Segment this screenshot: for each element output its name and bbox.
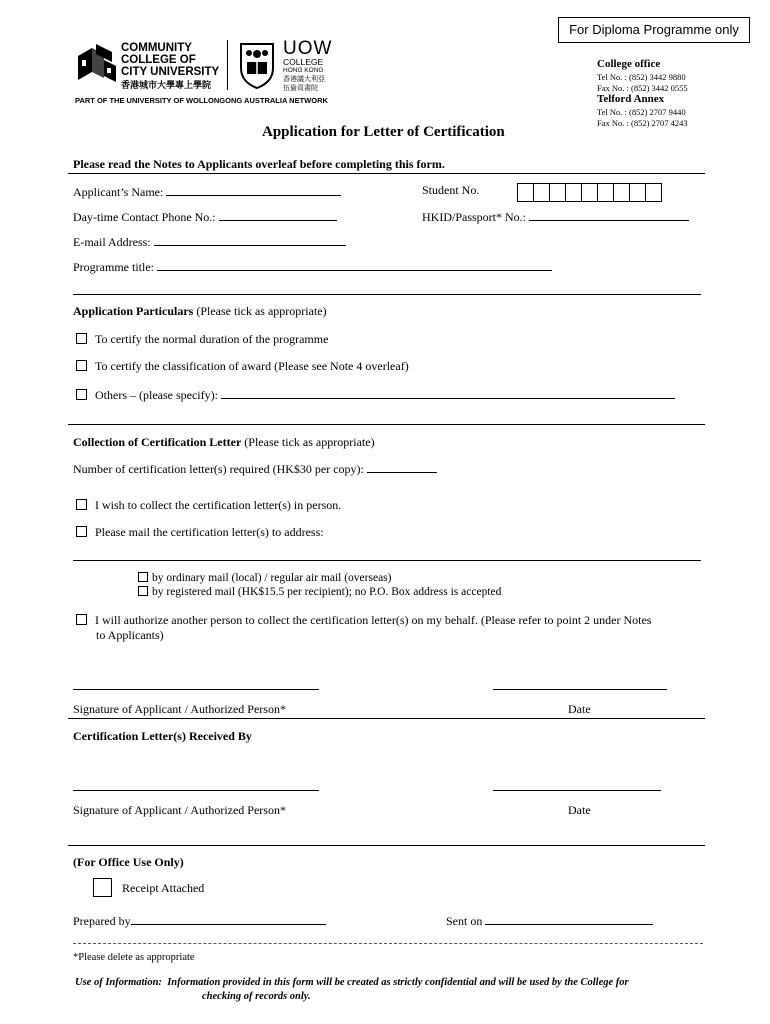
dashed-divider <box>73 943 703 944</box>
option-registered-mail[interactable]: by registered mail (HK$15.5 per recipient); no P.O. Box address is accepted <box>138 586 501 598</box>
applicant-name-field[interactable]: Applicant’s Name: <box>73 183 341 200</box>
hkid-field[interactable]: HKID/Passport* No.: <box>422 208 689 225</box>
date-line[interactable] <box>493 790 661 791</box>
programme-title-field[interactable]: Programme title: <box>73 258 552 275</box>
option-others[interactable]: Others – (please specify): <box>76 386 675 403</box>
collection-heading: Collection of Certification Letter (Please tick as appropriate) <box>73 435 375 449</box>
cccu-logo: COMMUNITY COLLEGE OF CITY UNIVERSITY 香港城市大學專上學院 <box>121 42 220 90</box>
option-authorize[interactable]: I will authorize another person to collect the certification letter(s) on my behalf. (Please refer to point 2 under Notes <box>76 613 651 628</box>
checkbox[interactable] <box>76 499 87 510</box>
date-line[interactable] <box>493 689 667 690</box>
mail-address-line[interactable] <box>73 560 701 561</box>
checkbox[interactable] <box>76 333 87 344</box>
option-collect-in-person[interactable]: I wish to collect the certification letter(s) in person. <box>76 498 341 513</box>
checkbox[interactable] <box>76 389 87 400</box>
receipt-checkbox[interactable] <box>93 878 112 897</box>
blank-programme-line[interactable] <box>73 294 701 295</box>
number-required-field[interactable]: Number of certification letter(s) required (HK$30 per copy): <box>73 460 437 477</box>
uow-logo: UOW COLLEGE HONG KONG 香港議大利亞 伍倫貢書院 <box>283 38 333 92</box>
logo-divider <box>227 40 228 90</box>
particulars-heading: Application Particulars (Please tick as appropriate) <box>73 304 327 318</box>
option-ordinary-mail[interactable]: by ordinary mail (local) / regular air mail (overseas) <box>138 572 391 584</box>
sent-on-field[interactable]: Sent on <box>446 912 653 929</box>
checkbox[interactable] <box>76 614 87 625</box>
date-label: Date <box>568 702 591 716</box>
student-no-label: Student No. <box>422 183 480 197</box>
use-of-information: Use of Information: Information provided in this form will be created as strictly confidential and will be used by the College for <box>75 977 629 988</box>
divider <box>68 718 705 719</box>
checkbox[interactable] <box>138 572 148 582</box>
checkbox[interactable] <box>138 586 148 596</box>
form-title: Application for Letter of Certification <box>262 124 505 140</box>
authorize-continuation: to Applicants) <box>96 628 164 642</box>
signature-line[interactable] <box>73 790 319 791</box>
signature-label: Signature of Applicant / Authorized Person* <box>73 803 286 817</box>
divider <box>68 173 705 174</box>
phone-field[interactable]: Day-time Contact Phone No.: <box>73 208 337 225</box>
divider <box>68 845 705 846</box>
received-by-heading: Certification Letter(s) Received By <box>73 729 252 743</box>
option-mail[interactable]: Please mail the certification letter(s) to address: <box>76 525 324 540</box>
signature-line[interactable] <box>73 689 319 690</box>
date-label: Date <box>568 803 591 817</box>
footnote: *Please delete as appropriate <box>73 952 195 963</box>
use-of-information-continued: checking of records only. <box>202 991 311 1002</box>
diploma-programme-note: For Diploma Programme only <box>558 17 750 43</box>
office-use-heading: (For Office Use Only) <box>73 855 184 869</box>
option-classification[interactable]: To certify the classification of award (Please see Note 4 overleaf) <box>76 359 409 374</box>
receipt-label: Receipt Attached <box>122 881 205 895</box>
signature-label: Signature of Applicant / Authorized Person* <box>73 702 286 716</box>
email-field[interactable]: E-mail Address: <box>73 233 346 250</box>
network-tagline: PART OF THE UNIVERSITY OF WOLLONGONG AUSTRALIA NETWORK <box>75 96 328 105</box>
checkbox[interactable] <box>76 526 87 537</box>
checkbox[interactable] <box>76 360 87 371</box>
option-normal-duration[interactable]: To certify the normal duration of the programme <box>76 332 328 347</box>
cccu-logo-icon <box>74 42 118 86</box>
student-no-boxes[interactable] <box>518 183 662 202</box>
uow-crest-icon <box>237 40 277 90</box>
notice-text: Please read the Notes to Applicants overleaf before completing this form. <box>73 157 445 171</box>
prepared-by-field[interactable]: Prepared by <box>73 912 326 929</box>
divider <box>68 424 705 425</box>
